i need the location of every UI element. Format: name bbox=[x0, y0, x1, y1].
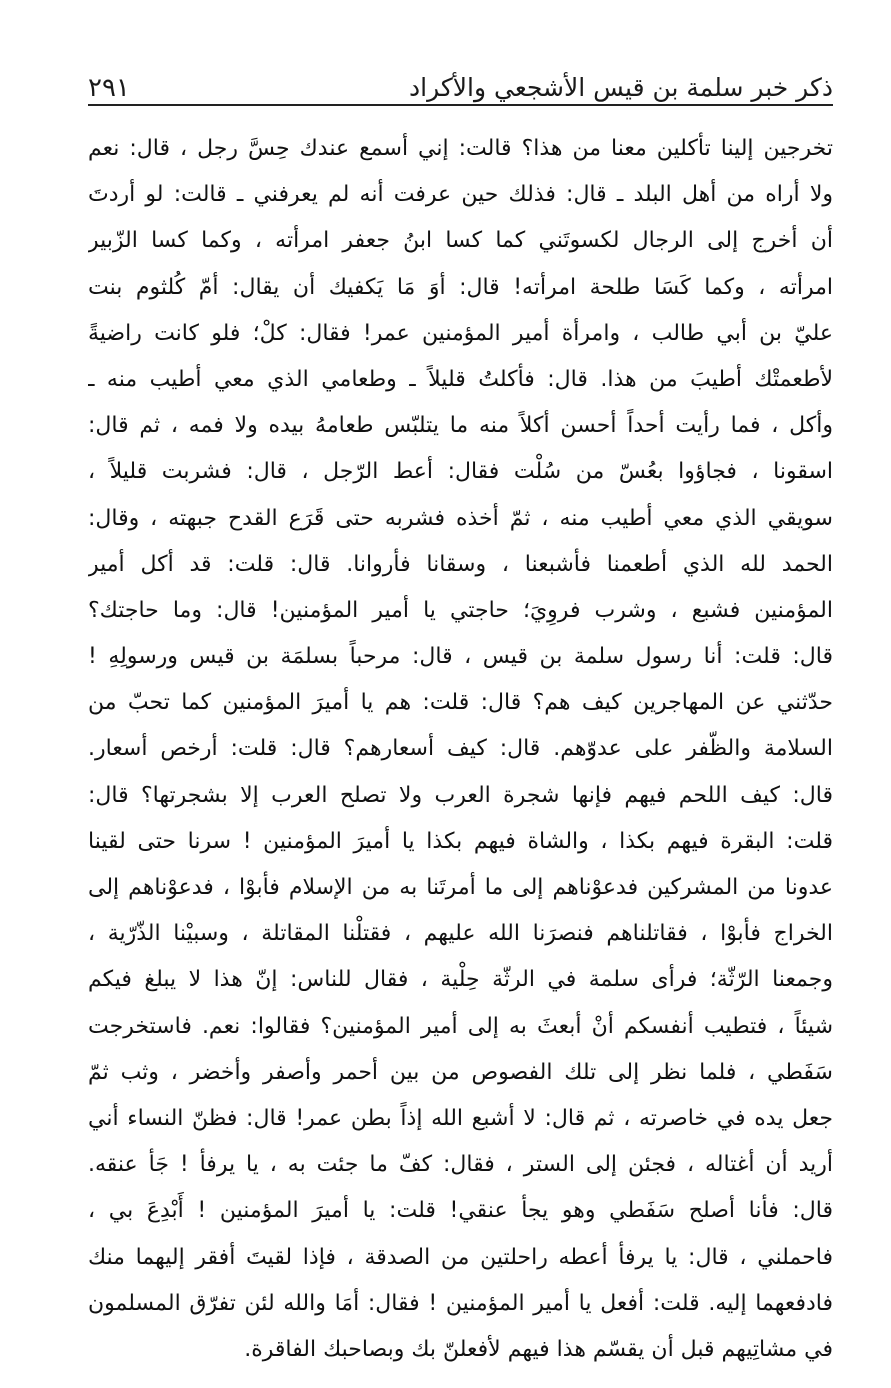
text-line: قال: فأنا أصلح سَفَطي وهو يجأ عنقي! قلت: يا أميرَ المؤمنين ! أَبْدِعَ بي ، bbox=[88, 1198, 833, 1224]
text-line: فادفعهما إليه. قلت: أفعل يا أمير المؤمنين ! فقال: أمَا والله لئن تفرّق المسلمون bbox=[88, 1290, 833, 1316]
text-line: أريد أن أغتاله ، فجئن إلى الستر ، فقال: كفّ ما جئت به ، يا يرفأ ! جَأ عنقه. bbox=[88, 1152, 833, 1178]
text-line: سَفَطي ، فلما نظر إلى تلك الفصوص من بين أحمر وأصفر وأخضر ، وثب ثمّ bbox=[88, 1059, 833, 1085]
text-line: المؤمنين فشبع ، وشرب فروِيَ؛ حاجتي يا أمير المؤمنين! قال: وما حاجتك؟ bbox=[88, 597, 833, 623]
text-line: وأكل ، فما رأيت أحداً أحسن أكلاً منه ما يتلبّس طعامهُ بيده ولا فمه ، ثم قال: bbox=[88, 413, 833, 439]
text-line: حدّثني عن المهاجرين كيف هم؟ قال: قلت: هم يا أميرَ المؤمنين كما تحبّ من bbox=[88, 690, 833, 716]
text-line: لأطعمتْك أطيبَ من هذا. قال: فأكلتُ قليلاً ـ وطعامي الذي معي أطيب منه ـ bbox=[88, 366, 833, 392]
text-line: عدونا من المشركين فدعوْناهم إلى ما أمرتَنا به من الإسلام فأبوْا ، فدعوْناهم إلى bbox=[88, 875, 833, 900]
page-number: ٢٩١ bbox=[88, 73, 130, 103]
text-line: السلامة والظّفر على عدوّهم. قال: كيف أسعارهم؟ قال: قلت: أرخص أسعار. bbox=[88, 736, 833, 762]
text-line: سويقي الذي معي أطيب منه ، ثمّ أخذه فشربه حتى قَرَع القدح جبهته ، وقال: bbox=[88, 505, 833, 531]
text-line: قال: قلت: أنا رسول سلمة بن قيس ، قال: مرحباً بسلمَة بن قيس ورسولِهِ ! bbox=[88, 644, 833, 670]
text-line: عليّ بن أبي طالب ، وامرأة أمير المؤمنين عمر! فقال: كلْ؛ فلو كانت راضيةً bbox=[88, 320, 833, 346]
chapter-heading: ذكر خبر سلمة بن قيس الأشجعي والأكراد bbox=[409, 73, 833, 102]
header-divider bbox=[88, 104, 833, 106]
text-line: ولا أراه من أهل البلد ـ قال: فذلك حين عرفت أنه لم يعرفني ـ قالت: لو أردتَ bbox=[88, 182, 833, 208]
text-line: وجمعنا الرّثّة؛ فرأى سلمة في الرثّة حِلْية ، فقال للناس: إنّ هذا لا يبلغ فيكم bbox=[88, 967, 833, 993]
text-line: في مشاتِيهم قبل أن يقسّم هذا فيهم لأفعلنّ بك وبصاحبك الفاقرة. bbox=[244, 1336, 833, 1362]
text-line: جعل يده في خاصرته ، ثم قال: لا أشبع الله إذاً بطن عمر! قال: فظنّ النساء أني bbox=[88, 1105, 833, 1131]
text-line: شيئاً ، فتطيب أنفسكم أنْ أبعثَ به إلى أمير المؤمنين؟ فقالوا: نعم. فاستخرجت bbox=[88, 1013, 833, 1039]
text-line: تخرجين إلينا تأكلين معنا من هذا؟ قالت: إني أسمع عندك حِسَّ رجل ، قال: نعم bbox=[88, 136, 833, 161]
text-line: قال: كيف اللحم فيهم فإنها شجرة العرب ولا تصلح العرب إلا بشجرتها؟ قال: bbox=[88, 782, 833, 808]
text-line: أن أخرج إلى الرجال لكسوتَني كما كسا ابنُ جعفر امرأته ، وكما كسا الزّبير bbox=[88, 228, 833, 254]
text-line: قلت: البقرة فيهم بكذا ، والشاة فيهم بكذا يا أميرَ المؤمنين ! سرنا حتى لقينا bbox=[88, 828, 833, 854]
text-line: الحمد لله الذي أطعمنا فأشبعنا ، وسقانا فأروانا. قال: قلت: قد أكل أمير bbox=[88, 551, 833, 577]
text-line: فاحملني ، قال: يا يرفأ أعطه راحلتين من الصدقة ، فإذا لقيتَ أفقر إليهما منك bbox=[88, 1244, 833, 1270]
text-line: اسقونا ، فجاؤوا بعُسّ من سُلْت فقال: أعط الرّجل ، قال: فشربت قليلاً ، bbox=[88, 459, 833, 485]
body-text bbox=[88, 126, 833, 1373]
running-header bbox=[88, 62, 833, 104]
text-line: امرأته ، وكما كَسَا طلحة امرأته! قال: أوَ مَا يَكفيك أن يقال: أمّ كُلثوم بنت bbox=[88, 274, 833, 300]
text-line: الخراج فأبوْا ، فقاتلناهم فنصرَنا الله عليهم ، فقتلْنا المقاتلة ، وسبيْنا الذّرّية ، bbox=[88, 921, 833, 947]
